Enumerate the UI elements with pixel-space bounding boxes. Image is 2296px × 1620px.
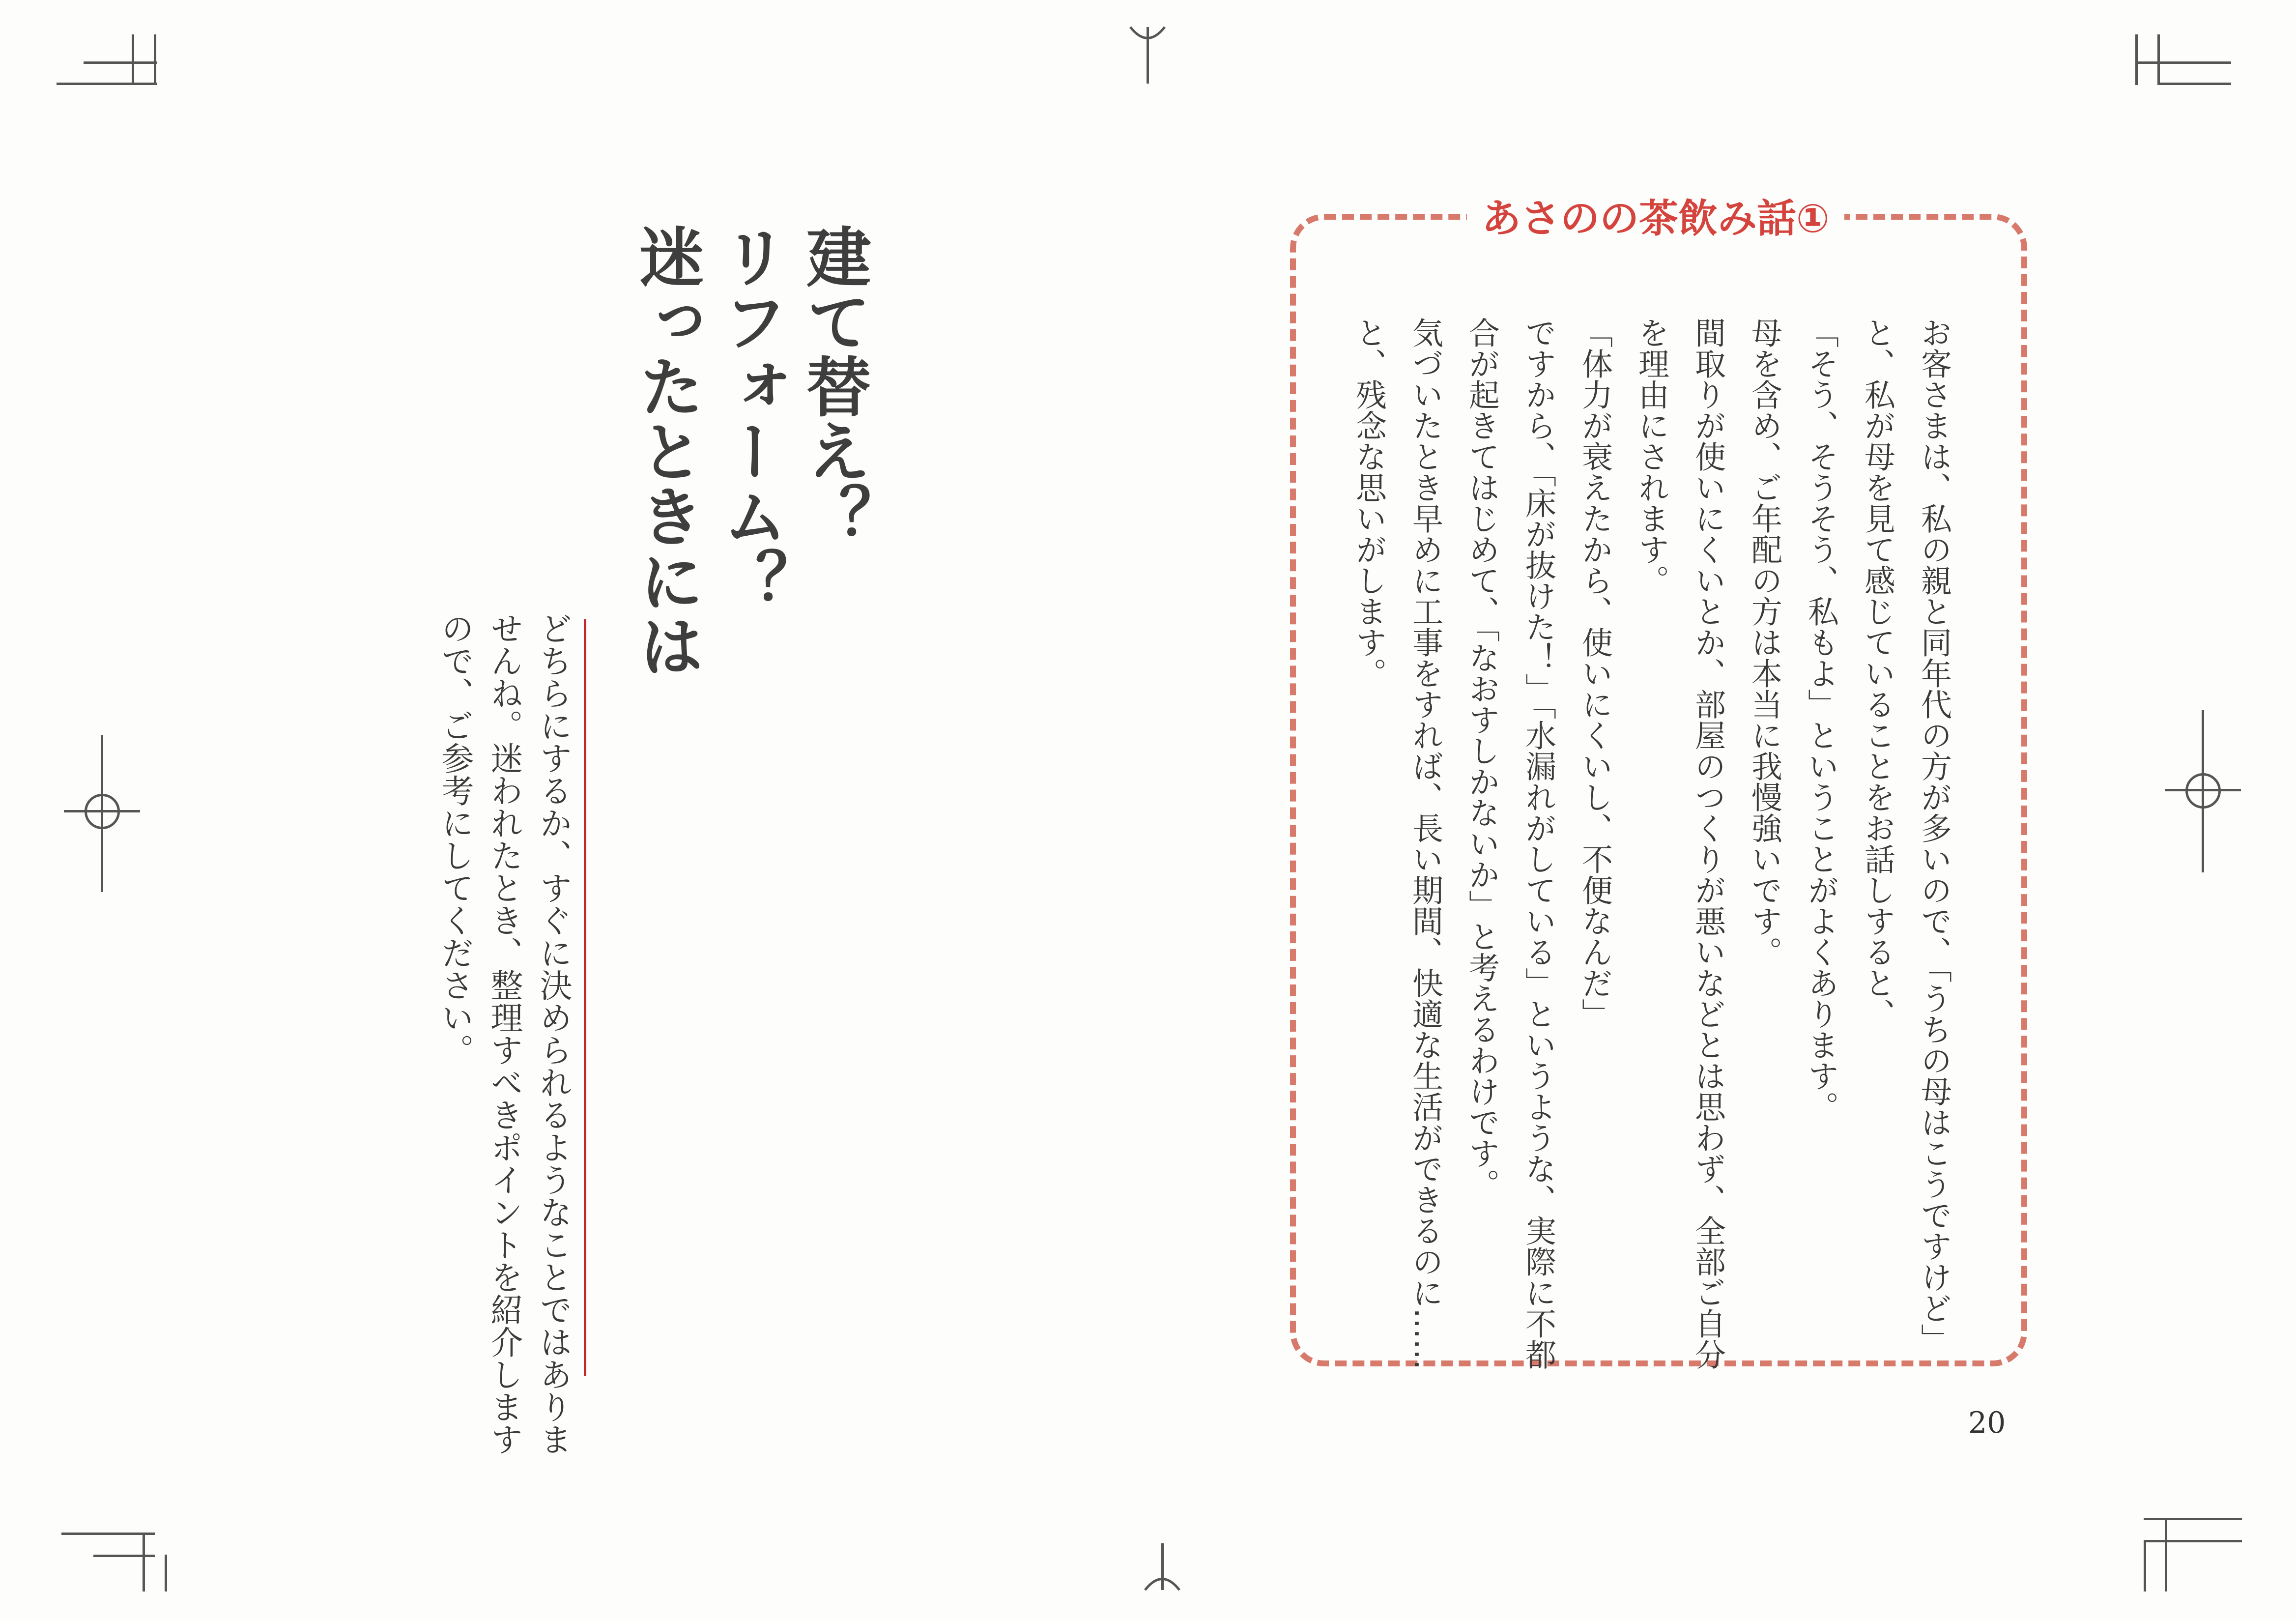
intro-line-2: せんね。迷われたとき、整理すべきポイントを紹介します — [485, 612, 523, 1455]
column-line-9: 合が起きてはじめて、「なおすしかないか」と考えるわけです。 — [1464, 317, 1500, 1200]
column-line-6: を理由にされます。 — [1634, 317, 1669, 596]
intro-line-3: ので、ご参考にしてください。 — [436, 612, 474, 1066]
column-text — [1341, 317, 1962, 1370]
column-line-2: と、私が母を見て感じていることをお話しすると、 — [1860, 317, 1895, 1029]
column-line-7: 「体力が衰えたから、使いにくいし、不便なんだ」 — [1577, 317, 1613, 1029]
column-line-3: 「そう、そうそう、私もよ」ということがよくあります。 — [1803, 317, 1839, 1122]
column-line-10: 気づいたとき早めに工事をすれば、長い期間、快適な生活ができるのに…… — [1407, 317, 1443, 1370]
column-line-4: 母を含め、ご年配の方は本当に我慢強いです。 — [1747, 317, 1782, 967]
chapter-title-line-2: リフォーム？ — [712, 224, 788, 613]
page-number: 20 — [1968, 1406, 2006, 1440]
chapter-title-line-1: 建て替え？ — [795, 224, 871, 548]
chapter-title-line-3: 迷ったときには — [628, 224, 704, 678]
column-line-11: と、残念な思いがします。 — [1351, 317, 1387, 689]
chapter-divider — [584, 619, 586, 1376]
intro-line-1: どちらにするか、すぐに決められるようなことではありま — [534, 612, 572, 1455]
column-line-8: ですから、「床が抜けた！」「水漏れがしている」というような、実際に不都 — [1521, 317, 1556, 1370]
chapter-intro — [430, 612, 577, 1455]
column-line-1: お客さまは、私の親と同年代の方が多いので、「うちの母はこうですけど」 — [1916, 317, 1952, 1355]
chapter-title — [624, 224, 875, 678]
column-title: あさのの茶飲み話① — [1467, 189, 1844, 248]
column-line-5: 間取りが使いにくいとか、部屋のつくりが悪いなどとは思わず、全部ご自分 — [1690, 317, 1726, 1370]
